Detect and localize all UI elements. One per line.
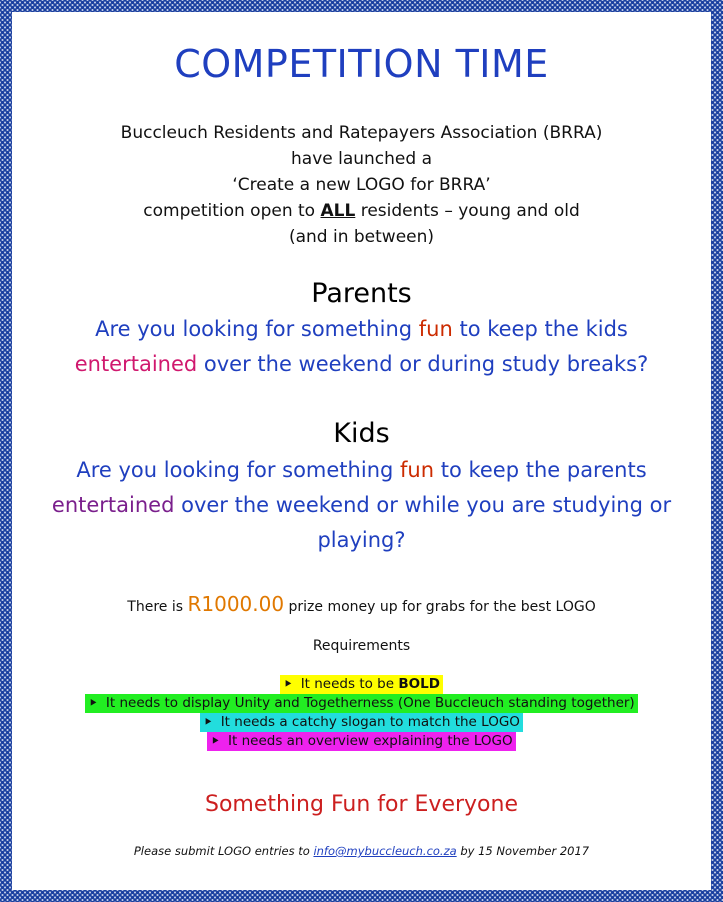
kids-text-3: over the weekend or while you are studying or playing? bbox=[174, 493, 672, 552]
bullet-arrow-icon: ⯈ bbox=[210, 734, 221, 748]
kids-text-2: to keep the parents bbox=[434, 458, 647, 482]
parents-fun-word: fun bbox=[418, 317, 453, 341]
submit-post: by 15 November 2017 bbox=[456, 844, 590, 858]
parents-heading: Parents bbox=[311, 278, 412, 309]
intro-line-3: ‘Create a new LOGO for BRRA’ bbox=[232, 175, 491, 195]
prize-line bbox=[12, 592, 711, 616]
requirement-item bbox=[200, 713, 523, 732]
requirement-item bbox=[85, 694, 637, 713]
requirement-text: It needs to be bbox=[300, 676, 399, 692]
intro-line-2: have launched a bbox=[291, 149, 432, 169]
submit-pre: Please submit LOGO entries to bbox=[133, 844, 314, 858]
requirement-item bbox=[207, 732, 515, 751]
email-link[interactable]: info@mybuccleuch.co.za bbox=[313, 844, 457, 858]
intro-line-5: (and in between) bbox=[288, 227, 435, 247]
requirements-list bbox=[12, 675, 711, 751]
bullet-arrow-icon: ⯈ bbox=[283, 677, 293, 691]
parents-entertained-word: entertained bbox=[74, 352, 198, 376]
prize-post: prize money up for grabs for the best LOGO bbox=[284, 599, 596, 615]
parents-text-3: over the weekend or during study breaks? bbox=[197, 352, 649, 376]
submit-instructions bbox=[12, 844, 711, 858]
intro-block bbox=[12, 120, 711, 250]
kids-paragraph bbox=[22, 453, 701, 558]
kids-entertained-word: entertained bbox=[51, 493, 175, 517]
parents-paragraph bbox=[22, 312, 701, 382]
intro-line-4-pre: competition open to bbox=[143, 201, 321, 221]
kids-fun-word: fun bbox=[400, 458, 435, 482]
prize-amount: R1000.00 bbox=[187, 592, 285, 616]
slogan: Something Fun for Everyone bbox=[204, 792, 518, 817]
requirements-title: Requirements bbox=[312, 638, 411, 654]
requirement-bold-word: BOLD bbox=[398, 676, 440, 692]
requirement-text: It needs an overview explaining the LOGO bbox=[228, 733, 513, 749]
intro-emphasis-all: ALL bbox=[320, 201, 356, 221]
intro-line-4-post: residents – young and old bbox=[355, 201, 580, 221]
requirement-item bbox=[280, 675, 443, 694]
parents-text-1: Are you looking for something bbox=[95, 317, 419, 341]
flyer-page bbox=[12, 12, 711, 890]
bullet-arrow-icon: ⯈ bbox=[88, 696, 98, 710]
parents-text-2: to keep the kids bbox=[452, 317, 628, 341]
intro-line-1: Buccleuch Residents and Ratepayers Association (BRRA) bbox=[120, 123, 603, 143]
kids-heading: Kids bbox=[333, 418, 390, 449]
intro-line-4 bbox=[12, 198, 711, 224]
requirement-text: It needs a catchy slogan to match the LOGO bbox=[220, 714, 520, 730]
prize-pre: There is bbox=[127, 599, 188, 615]
kids-text-1: Are you looking for something bbox=[76, 458, 401, 482]
requirement-text: It needs to display Unity and Togetherness (One Buccleuch standing together) bbox=[105, 695, 635, 711]
page-title: COMPETITION TIME bbox=[174, 42, 549, 86]
bullet-arrow-icon: ⯈ bbox=[203, 715, 213, 729]
